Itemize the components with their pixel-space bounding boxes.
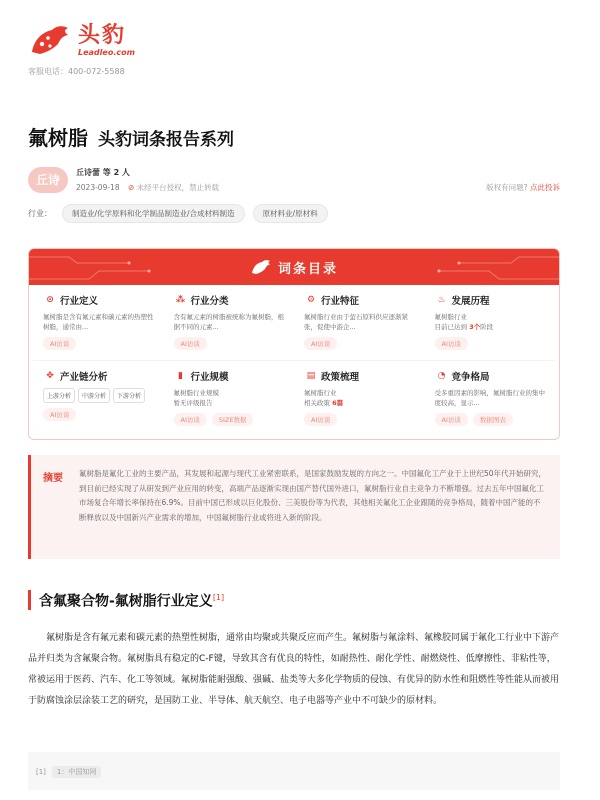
history-icon: ♨ xyxy=(437,295,446,305)
hotline: 客服电话：400-072-5588 xyxy=(28,67,125,76)
abstract-box xyxy=(28,455,560,559)
catalog-item-desc: 含有氟元素的树脂被统称为氟树脂，根据不同的元素... xyxy=(173,313,284,331)
ai-interview-pill[interactable]: AI访谈 xyxy=(435,337,468,350)
publish-meta xyxy=(76,182,219,193)
ai-interview-pill[interactable]: AI访谈 xyxy=(304,337,337,350)
section-heading xyxy=(28,590,224,610)
ai-interview-pill[interactable]: AI访谈 xyxy=(304,413,337,426)
copyright-report xyxy=(486,182,560,193)
author-name[interactable]: 丘诗蕾 等 2 人 xyxy=(76,168,130,177)
page-title xyxy=(28,122,234,151)
pie-chart-icon: ◔ xyxy=(437,371,446,381)
catalog-item-competition[interactable] xyxy=(425,361,556,437)
header xyxy=(28,22,135,77)
midstream-chip[interactable]: 中游分析 xyxy=(78,388,110,403)
reference-index: [1] xyxy=(36,768,46,776)
catalog-item-title: 政策梳理 xyxy=(321,372,360,383)
no-reprint-notice: 未经平台授权，禁止转载 xyxy=(136,183,220,192)
catalog-item-desc: 氟树脂行业规模 暂无评级报告 xyxy=(173,389,219,407)
policy-icon: ▤ xyxy=(306,371,316,381)
citation-link[interactable]: [1] xyxy=(212,593,225,602)
leopard-logo-icon xyxy=(250,258,272,276)
title-main: 氟树脂 xyxy=(28,126,88,150)
catalog-panel xyxy=(28,248,560,440)
catalog-item-classification[interactable] xyxy=(164,285,295,361)
brand-name-cn: 头豹 xyxy=(78,22,127,48)
catalog-item-chain[interactable] xyxy=(33,361,164,437)
reference-box xyxy=(28,752,560,790)
search-doc-icon: ⊙ xyxy=(46,295,54,305)
catalog-item-title: 行业特征 xyxy=(321,296,360,307)
industry-label: 行业： xyxy=(28,209,52,218)
catalog-item-title: 发展历程 xyxy=(451,296,490,307)
section-title: 含氟聚合物-氟树脂行业定义 xyxy=(39,593,213,610)
ai-interview-pill[interactable]: AI访谈 xyxy=(174,413,207,426)
abstract-label: 摘要 xyxy=(43,473,63,484)
catalog-item-history[interactable] xyxy=(425,285,556,361)
catalog-item-scale[interactable] xyxy=(164,361,295,437)
catalog-item-title: 行业规模 xyxy=(190,372,229,383)
data-chart-pill[interactable]: 数据图表 xyxy=(473,413,513,426)
catalog-item-desc: 氟树脂行业由于萤石原料供应逐渐紧张，促使中游企... xyxy=(304,313,408,331)
author-row xyxy=(28,165,560,195)
abstract-text: 氟树脂是氟化工业的主要产品，其发展和起源与现代工业紧密联系，是国家鼓励发展的方向之一。中国氟化工产业于上世纪50年代开始研究，到目前已经实现了从研发到产业应用的转变，高端产品逐渐实现由国产替代国外进口，氟树脂行业自主竞争力不断增强。过去五年中国氟化工市场复合年增长率保持在6.9%。目前中国已形成以巨化股份、三美股份等为代表，其他相关氟化工企业跟随的竞争格局，随着中国产能的不断释放以及中国新兴产业需求的增加，中国氟树脂行业或将进入新的阶段。 xyxy=(79,469,547,522)
upstream-chip[interactable]: 上游分析 xyxy=(43,388,75,403)
ai-interview-pill[interactable]: AI访谈 xyxy=(43,408,76,421)
brand-logo[interactable] xyxy=(28,22,135,58)
reference-chip[interactable]: 1：中国知网 xyxy=(52,766,101,778)
catalog-item-definition[interactable] xyxy=(33,285,164,361)
tree-icon: ⁂ xyxy=(175,295,186,305)
gear-icon: ⚙ xyxy=(306,295,316,305)
catalog-item-title: 行业分类 xyxy=(190,296,229,307)
copyright-question: 版权有问题? xyxy=(486,183,528,192)
catalog-item-policy[interactable] xyxy=(294,361,425,437)
catalog-title: 词条目录 xyxy=(277,261,338,277)
catalog-header xyxy=(29,249,559,285)
catalog-item-desc: 氟树脂行业 相关政策 6篇 xyxy=(304,389,344,407)
downstream-chip[interactable]: 下游分析 xyxy=(113,388,145,403)
industry-tags xyxy=(28,204,336,223)
report-link[interactable]: 点此投诉 xyxy=(530,183,560,192)
catalog-item-title: 行业定义 xyxy=(60,296,99,307)
bar-chart-icon: ▮ xyxy=(178,371,183,381)
catalog-item-features[interactable] xyxy=(294,285,425,361)
publish-date: 2023-09-18 xyxy=(76,183,120,192)
ai-interview-pill[interactable]: AI访谈 xyxy=(43,337,76,350)
catalog-item-title: 竞争格局 xyxy=(451,372,490,383)
ai-interview-pill[interactable]: AI访谈 xyxy=(174,337,207,350)
industry-tag[interactable]: 原材料业/原材料 xyxy=(253,204,328,223)
catalog-item-desc: 氟树脂是含有氟元素和碳元素的热塑性树脂，通常由... xyxy=(43,313,154,331)
decor-lines-icon xyxy=(379,249,559,285)
chain-icon: ✥ xyxy=(46,371,54,381)
size-data-pill[interactable]: SIZE数据 xyxy=(212,413,254,426)
section-body: 氟树脂是含有氟元素和碳元素的热塑性树脂，通常由均聚或共聚反应而产生。氟树脂与氟涂料、氟橡胶同属于氟化工行业中下游产品并归类为含氟聚合物。氟树脂具有稳定的C-F键，导致其含有优良的特性，如耐热性、耐化学性、耐燃烧性、低摩擦性、非粘性等，常被运用于医药、汽车、化工等领域。氟树脂能耐强酸、强碱、盐类等大多化学物质的侵蚀、有优异的防水性和阻燃性等性能从而被用于防腐蚀涂层涂装工艺的研究，是国防工业、半导体、航天航空、电子电器等产业中不可缺少的原材料。 xyxy=(28,633,560,706)
catalog-item-title: 产业链分析 xyxy=(60,372,108,383)
prohibited-icon: ⊘ xyxy=(127,183,135,192)
industry-tag[interactable]: 制造业/化学原料和化学制品制造业/合成材料制造 xyxy=(62,204,245,223)
brand-name-en: Leadleo.com xyxy=(78,47,135,57)
catalog-item-desc: 受多重因素的影响，氟树脂行业的集中度较高，显示... xyxy=(434,389,545,407)
catalog-item-desc: 氟树脂行业 目前已达到 3个阶段 xyxy=(434,313,494,331)
leopard-logo-icon xyxy=(28,22,72,58)
title-sub: 头豹词条报告系列 xyxy=(98,130,234,150)
avatar[interactable]: 丘诗 xyxy=(28,167,68,193)
ai-interview-pill[interactable]: AI访谈 xyxy=(435,413,468,426)
catalog-grid xyxy=(29,285,559,437)
decor-lines-icon xyxy=(29,249,209,285)
